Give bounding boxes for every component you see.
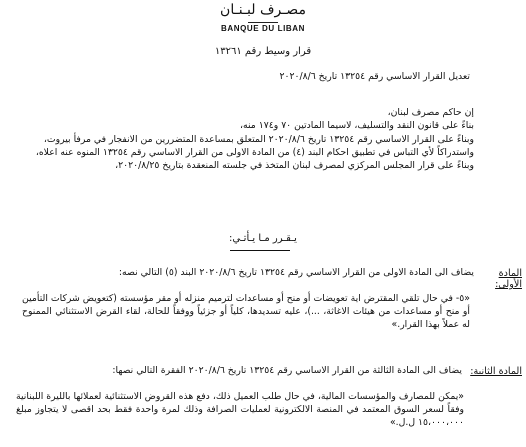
preamble-line: واستدراكاً لأي التباس في تطبيق احكام البند (٤) من المادة الاولى من القرار الاساسي رقم ١٣٢٥٤ المنوه عنه اعلاه، <box>35 146 474 158</box>
article-1-text: يضاف الى المادة الاولى من القرار الاساسي رقم ١٣٢٥٤ تاريخ ٢٠٢٠/٨/٦ البند (٥) التالي نصه: <box>118 267 474 278</box>
preamble <box>10 106 474 172</box>
article-2-quote: «يمكن للمصارف والمؤسسات المالية، في حال طلب العميل ذلك، دفع هذه القروض الاستثنائية لعملائها بالليرة اللبنانية وفقاً لسعر السوق المعتمد في المنصة الالكترونية لعمليات الصرافة وذلك لمرة واحدة فقط بحد اقصى لا يتجاوز مبلغ ١٥،٠٠٠،٠٠٠ ل.ل.» <box>16 391 464 428</box>
preamble-line: إن حاكم مصرف لبنان، <box>387 107 474 118</box>
decides-heading: يـقـرر مـا يـأتـي: <box>229 233 297 244</box>
article-2-text: يضاف الى المادة الثالثة من القرار الاساسي رقم ١٣٢٥٤ تاريخ ٢٠٢٠/٨/٦ الفقرة التالي نصها: <box>112 365 462 376</box>
preamble-line: بناءً على قانون النقد والتسليف، لاسيما المادتين ٧٠ و١٧٤ منه، <box>240 120 474 132</box>
preamble-line: وبناءً على القرار الاساسي رقم ١٣٢٥٤ تاريخ ٢٠٢٠/٨/٦ المتعلق بمساعدة المتضررين من الانفجار في مرفأ بيروت، <box>43 133 474 145</box>
bank-logo-arabic: مصـرف لبـنـان <box>220 2 306 18</box>
article-1-quote: «٥- في حال تلقي المقترض اية تعويضات أو منح أو مساعدات لترميم منزله أو مقر مؤسسته (كتعويض شركات التأمين أو منح أو مساعدات من هيئات الاغاثة، ...)، عليه تسديدها، كلياً أو جزئياً ووفقاً للحالة، لقاء القرض الاستثنائي الممنوح له عملاً بهذا القرار.» <box>22 293 470 330</box>
preamble-line: وبناءً على قرار المجلس المركزي لمصرف لبنان المتخذ في جلسته المنعقدة بتاريخ ٢٠٢٠/٨/٢٥، <box>115 160 474 172</box>
bank-logo-english: BANQUE DU LIBAN <box>220 24 306 33</box>
decides-underline <box>230 250 290 251</box>
decision-number: قرار وسيط رقم ١٣٢٦١ <box>214 46 312 57</box>
article-1-label: المادة الأولى: <box>495 268 522 290</box>
decision-subject: تعديل القرار الاساسي رقم ١٣٢٥٤ تاريخ ٢٠٢٠/٨/٦ <box>279 71 470 82</box>
logo-divider <box>248 22 278 23</box>
article-2-label: المادة الثانية: <box>470 366 522 377</box>
